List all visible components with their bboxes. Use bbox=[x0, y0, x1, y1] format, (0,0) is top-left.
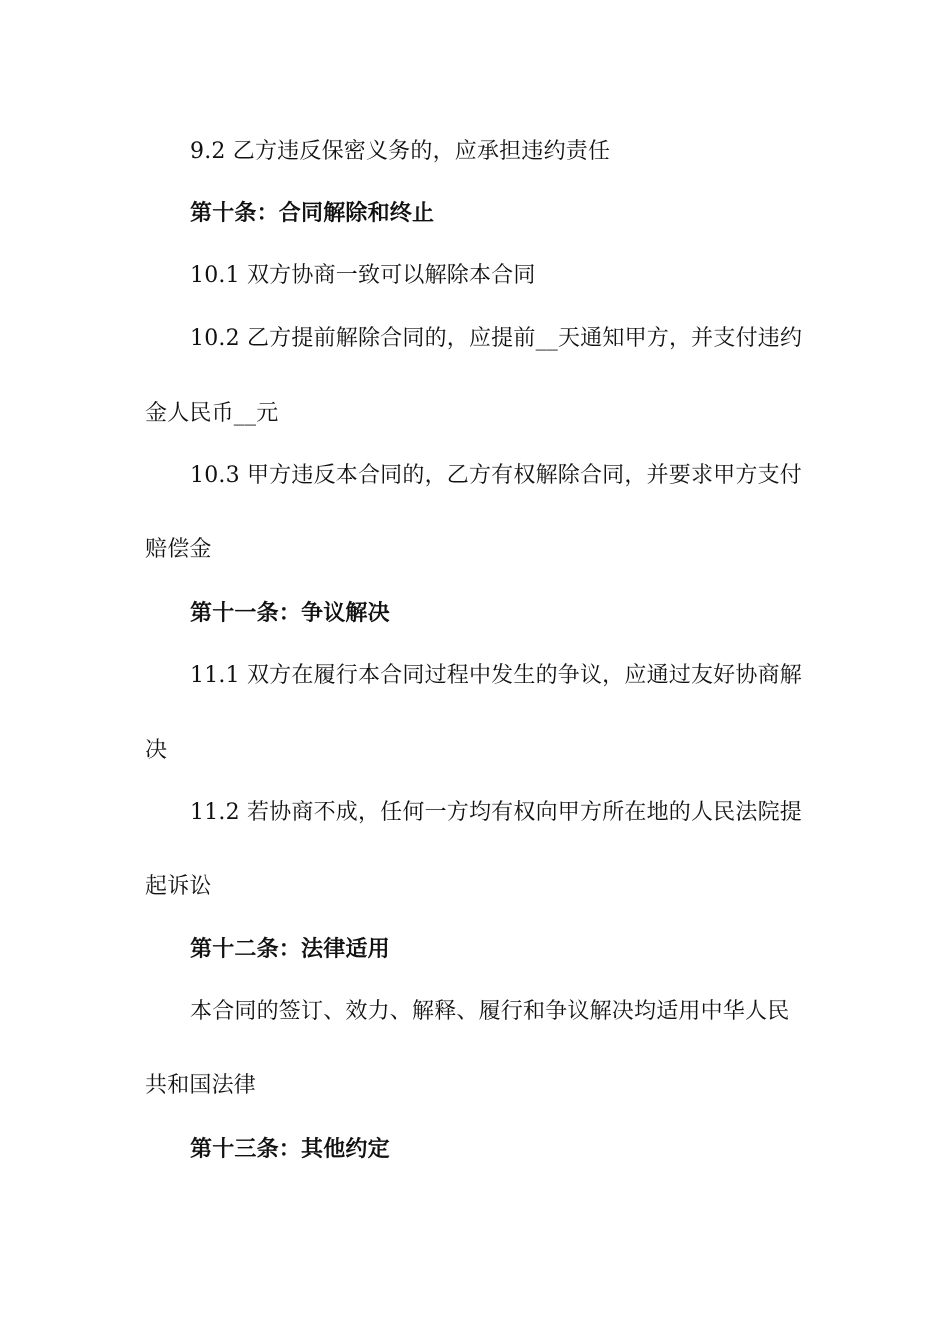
article-12-body-continued: 共和国法律 bbox=[145, 1073, 257, 1098]
article-12-body: 本合同的签订、效力、解释、履行和争议解决均适用中华人民 bbox=[190, 999, 790, 1024]
article-11-heading: 第十一条：争议解决 bbox=[190, 601, 390, 626]
clause-10-3: 10.3 甲方违反本合同的，乙方有权解除合同，并要求甲方支付 bbox=[190, 463, 802, 488]
clause-11-2-continued: 起诉讼 bbox=[145, 874, 212, 899]
clause-10-2-continued: 金人民币__元 bbox=[145, 401, 279, 426]
clause-11-2: 11.2 若协商不成，任何一方均有权向甲方所在地的人民法院提 bbox=[190, 800, 802, 825]
clause-10-3-continued: 赔偿金 bbox=[145, 537, 212, 562]
clause-11-1-continued: 决 bbox=[145, 738, 168, 763]
clause-9-2: 9.2 乙方违反保密义务的，应承担违约责任 bbox=[190, 139, 611, 164]
article-10-heading: 第十条：合同解除和终止 bbox=[190, 201, 435, 226]
clause-10-1: 10.1 双方协商一致可以解除本合同 bbox=[190, 263, 536, 288]
article-12-heading: 第十二条：法律适用 bbox=[190, 937, 390, 962]
clause-11-1: 11.1 双方在履行本合同过程中发生的争议，应通过友好协商解 bbox=[190, 663, 802, 688]
clause-10-2: 10.2 乙方提前解除合同的，应提前__天通知甲方，并支付违约 bbox=[190, 326, 803, 351]
article-13-heading: 第十三条：其他约定 bbox=[190, 1137, 390, 1162]
